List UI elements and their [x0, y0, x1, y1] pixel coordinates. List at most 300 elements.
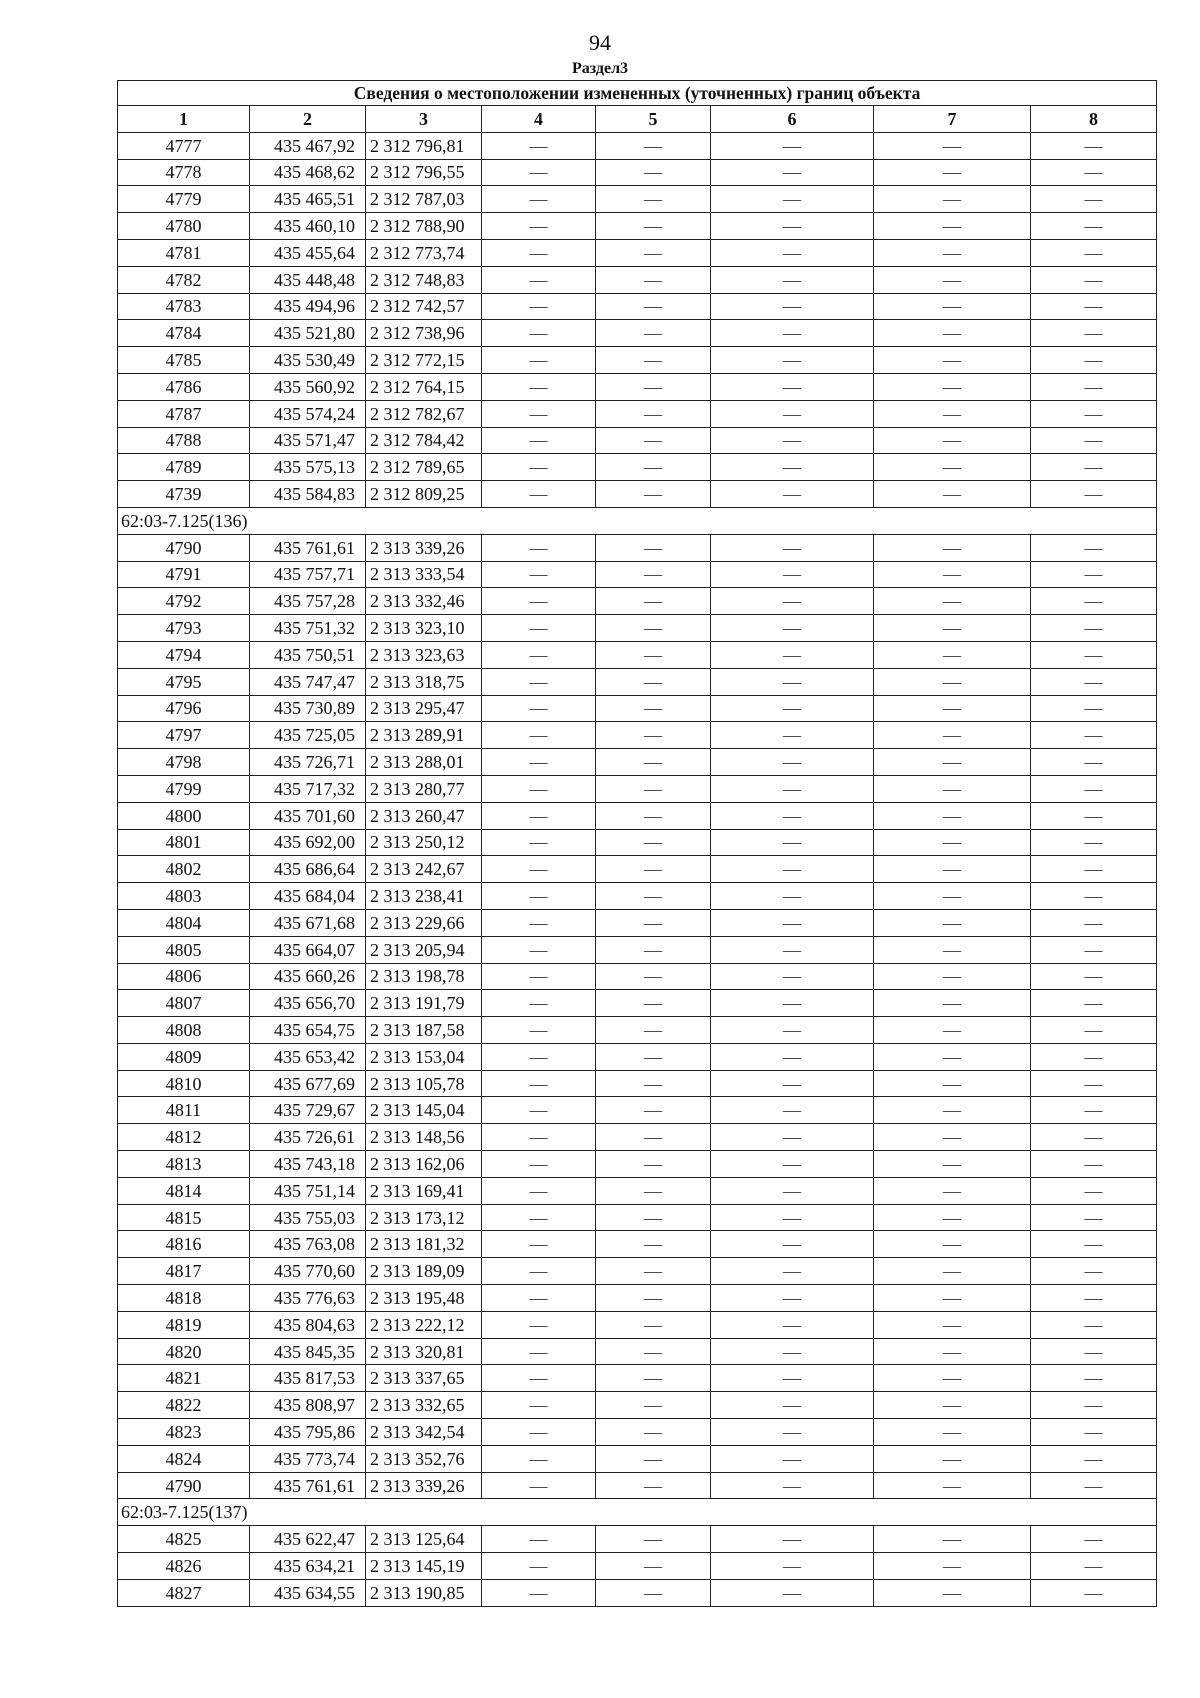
table-row — [118, 936, 1157, 963]
y-coordinate-cell: 2 313 229,66 — [366, 909, 482, 936]
empty-cell: — — [482, 293, 596, 320]
y-coordinate-cell: 2 313 320,81 — [366, 1338, 482, 1365]
empty-cell: — — [711, 1124, 874, 1151]
empty-cell: — — [482, 534, 596, 561]
x-coordinate-cell: 435 571,47 — [250, 427, 366, 454]
table-row — [118, 990, 1157, 1017]
empty-cell: — — [711, 320, 874, 347]
empty-cell: — — [1031, 1311, 1157, 1338]
column-header: 8 — [1031, 106, 1157, 133]
empty-cell: — — [1031, 802, 1157, 829]
column-header: 4 — [482, 106, 596, 133]
empty-cell: — — [711, 239, 874, 266]
table-row — [118, 963, 1157, 990]
empty-cell: — — [711, 159, 874, 186]
table-row — [118, 400, 1157, 427]
empty-cell: — — [482, 1365, 596, 1392]
table-row — [118, 1419, 1157, 1446]
empty-cell: — — [711, 1070, 874, 1097]
empty-cell: — — [874, 1151, 1031, 1178]
empty-cell: — — [596, 213, 711, 240]
empty-cell: — — [596, 561, 711, 588]
point-number-cell: 4822 — [118, 1392, 250, 1419]
point-number-cell: 4782 — [118, 266, 250, 293]
y-coordinate-cell: 2 312 784,42 — [366, 427, 482, 454]
empty-cell: — — [874, 615, 1031, 642]
x-coordinate-cell: 435 494,96 — [250, 293, 366, 320]
empty-cell: — — [596, 909, 711, 936]
point-number-cell: 4813 — [118, 1151, 250, 1178]
y-coordinate-cell: 2 313 181,32 — [366, 1231, 482, 1258]
y-coordinate-cell: 2 313 288,01 — [366, 749, 482, 776]
empty-cell: — — [1031, 856, 1157, 883]
x-coordinate-cell: 435 701,60 — [250, 802, 366, 829]
empty-cell: — — [596, 1338, 711, 1365]
y-coordinate-cell: 2 313 105,78 — [366, 1070, 482, 1097]
empty-cell: — — [596, 534, 711, 561]
empty-cell: — — [874, 1231, 1031, 1258]
empty-cell: — — [482, 909, 596, 936]
empty-cell: — — [874, 1445, 1031, 1472]
empty-cell: — — [482, 615, 596, 642]
x-coordinate-cell: 435 622,47 — [250, 1526, 366, 1553]
empty-cell: — — [596, 588, 711, 615]
x-coordinate-cell: 435 755,03 — [250, 1204, 366, 1231]
empty-cell: — — [1031, 1204, 1157, 1231]
empty-cell: — — [1031, 561, 1157, 588]
point-number-cell: 4804 — [118, 909, 250, 936]
empty-cell: — — [482, 749, 596, 776]
y-coordinate-cell: 2 313 148,56 — [366, 1124, 482, 1151]
empty-cell: — — [482, 373, 596, 400]
empty-cell: — — [596, 615, 711, 642]
table-row — [118, 615, 1157, 642]
column-header: 5 — [596, 106, 711, 133]
empty-cell: — — [711, 749, 874, 776]
empty-cell: — — [1031, 883, 1157, 910]
table-row — [118, 1097, 1157, 1124]
empty-cell: — — [711, 454, 874, 481]
x-coordinate-cell: 435 761,61 — [250, 1472, 366, 1499]
y-coordinate-cell: 2 313 352,76 — [366, 1445, 482, 1472]
empty-cell: — — [711, 534, 874, 561]
empty-cell: — — [1031, 1258, 1157, 1285]
y-coordinate-cell: 2 313 280,77 — [366, 775, 482, 802]
empty-cell: — — [482, 1124, 596, 1151]
table-row — [118, 266, 1157, 293]
empty-cell: — — [874, 561, 1031, 588]
empty-cell: — — [482, 1472, 596, 1499]
y-coordinate-cell: 2 313 189,09 — [366, 1258, 482, 1285]
empty-cell: — — [482, 588, 596, 615]
empty-cell: — — [711, 213, 874, 240]
empty-cell: — — [482, 856, 596, 883]
empty-cell: — — [596, 239, 711, 266]
x-coordinate-cell: 435 460,10 — [250, 213, 366, 240]
empty-cell: — — [874, 1097, 1031, 1124]
point-number-cell: 4803 — [118, 883, 250, 910]
table-row — [118, 1043, 1157, 1070]
empty-cell: — — [482, 213, 596, 240]
empty-cell: — — [874, 373, 1031, 400]
empty-cell: — — [596, 749, 711, 776]
empty-cell: — — [874, 749, 1031, 776]
x-coordinate-cell: 435 817,53 — [250, 1365, 366, 1392]
x-coordinate-cell: 435 634,21 — [250, 1553, 366, 1580]
empty-cell: — — [711, 266, 874, 293]
empty-cell: — — [482, 990, 596, 1017]
empty-cell: — — [482, 1097, 596, 1124]
empty-cell: — — [596, 1472, 711, 1499]
table-row — [118, 347, 1157, 374]
empty-cell: — — [711, 1177, 874, 1204]
point-number-cell: 4806 — [118, 963, 250, 990]
empty-cell: — — [874, 186, 1031, 213]
empty-cell: — — [874, 159, 1031, 186]
point-number-cell: 4780 — [118, 213, 250, 240]
point-number-cell: 4817 — [118, 1258, 250, 1285]
y-coordinate-cell: 2 312 748,83 — [366, 266, 482, 293]
x-coordinate-cell: 435 677,69 — [250, 1070, 366, 1097]
empty-cell: — — [1031, 373, 1157, 400]
empty-cell: — — [596, 1124, 711, 1151]
y-coordinate-cell: 2 313 238,41 — [366, 883, 482, 910]
x-coordinate-cell: 435 763,08 — [250, 1231, 366, 1258]
point-number-cell: 4826 — [118, 1553, 250, 1580]
empty-cell: — — [1031, 990, 1157, 1017]
table-row — [118, 829, 1157, 856]
y-coordinate-cell: 2 312 738,96 — [366, 320, 482, 347]
empty-cell: — — [596, 1151, 711, 1178]
empty-cell: — — [596, 695, 711, 722]
empty-cell: — — [596, 1579, 711, 1606]
empty-cell: — — [482, 1177, 596, 1204]
empty-cell: — — [711, 936, 874, 963]
empty-cell: — — [874, 454, 1031, 481]
empty-cell: — — [711, 990, 874, 1017]
empty-cell: — — [1031, 829, 1157, 856]
empty-cell: — — [711, 1043, 874, 1070]
y-coordinate-cell: 2 312 789,65 — [366, 454, 482, 481]
empty-cell: — — [596, 775, 711, 802]
empty-cell: — — [596, 454, 711, 481]
table-row — [118, 775, 1157, 802]
empty-cell: — — [711, 641, 874, 668]
empty-cell: — — [482, 1526, 596, 1553]
empty-cell: — — [711, 1204, 874, 1231]
empty-cell: — — [596, 722, 711, 749]
point-number-cell: 4785 — [118, 347, 250, 374]
empty-cell: — — [1031, 1526, 1157, 1553]
point-number-cell: 4781 — [118, 239, 250, 266]
empty-cell: — — [596, 373, 711, 400]
empty-cell: — — [874, 1204, 1031, 1231]
table-row — [118, 1177, 1157, 1204]
empty-cell: — — [482, 936, 596, 963]
empty-cell: — — [1031, 1231, 1157, 1258]
y-coordinate-cell: 2 313 332,65 — [366, 1392, 482, 1419]
empty-cell: — — [596, 1311, 711, 1338]
point-number-cell: 4795 — [118, 668, 250, 695]
empty-cell: — — [1031, 347, 1157, 374]
point-number-cell: 4778 — [118, 159, 250, 186]
x-coordinate-cell: 435 761,61 — [250, 534, 366, 561]
y-coordinate-cell: 2 313 333,54 — [366, 561, 482, 588]
boundary-coordinates-table — [117, 80, 1157, 1607]
table-row — [118, 1445, 1157, 1472]
empty-cell: — — [596, 427, 711, 454]
empty-cell: — — [1031, 668, 1157, 695]
table-row — [118, 1311, 1157, 1338]
y-coordinate-cell: 2 313 323,63 — [366, 641, 482, 668]
empty-cell: — — [711, 1231, 874, 1258]
table-title: Сведения о местоположении измененных (уточненных) границ объекта — [118, 81, 1157, 106]
table-row — [118, 1231, 1157, 1258]
empty-cell: — — [596, 829, 711, 856]
empty-cell: — — [1031, 1419, 1157, 1446]
empty-cell: — — [711, 561, 874, 588]
empty-cell: — — [596, 159, 711, 186]
empty-cell: — — [711, 588, 874, 615]
x-coordinate-cell: 435 521,80 — [250, 320, 366, 347]
empty-cell: — — [711, 1445, 874, 1472]
table-row — [118, 1553, 1157, 1580]
table-row — [118, 883, 1157, 910]
empty-cell: — — [1031, 132, 1157, 159]
table-row — [118, 641, 1157, 668]
y-coordinate-cell: 2 313 242,67 — [366, 856, 482, 883]
empty-cell: — — [596, 481, 711, 508]
y-coordinate-cell: 2 313 339,26 — [366, 1472, 482, 1499]
empty-cell: — — [711, 132, 874, 159]
empty-cell: — — [711, 856, 874, 883]
empty-cell: — — [874, 293, 1031, 320]
empty-cell: — — [482, 159, 596, 186]
y-coordinate-cell: 2 313 169,41 — [366, 1177, 482, 1204]
empty-cell: — — [482, 1285, 596, 1312]
empty-cell: — — [596, 1258, 711, 1285]
y-coordinate-cell: 2 312 764,15 — [366, 373, 482, 400]
empty-cell: — — [711, 293, 874, 320]
empty-cell: — — [874, 909, 1031, 936]
point-number-cell: 4796 — [118, 695, 250, 722]
empty-cell: — — [1031, 1392, 1157, 1419]
empty-cell: — — [482, 1204, 596, 1231]
y-coordinate-cell: 2 313 260,47 — [366, 802, 482, 829]
y-coordinate-cell: 2 313 162,06 — [366, 1151, 482, 1178]
empty-cell: — — [1031, 641, 1157, 668]
table-row — [118, 695, 1157, 722]
empty-cell: — — [711, 1097, 874, 1124]
x-coordinate-cell: 435 654,75 — [250, 1017, 366, 1044]
y-coordinate-cell: 2 312 796,55 — [366, 159, 482, 186]
table-row — [118, 293, 1157, 320]
empty-cell: — — [596, 1070, 711, 1097]
x-coordinate-cell: 435 660,26 — [250, 963, 366, 990]
empty-cell: — — [874, 239, 1031, 266]
x-coordinate-cell: 435 730,89 — [250, 695, 366, 722]
table-row — [118, 802, 1157, 829]
empty-cell: — — [874, 320, 1031, 347]
empty-cell: — — [711, 615, 874, 642]
y-coordinate-cell: 2 312 773,74 — [366, 239, 482, 266]
point-number-cell: 4800 — [118, 802, 250, 829]
empty-cell: — — [711, 481, 874, 508]
table-row — [118, 1070, 1157, 1097]
point-number-cell: 4820 — [118, 1338, 250, 1365]
table-row — [118, 534, 1157, 561]
column-header: 6 — [711, 106, 874, 133]
empty-cell: — — [1031, 186, 1157, 213]
empty-cell: — — [874, 1526, 1031, 1553]
empty-cell: — — [482, 1445, 596, 1472]
empty-cell: — — [482, 695, 596, 722]
table-row — [118, 1392, 1157, 1419]
empty-cell: — — [1031, 1285, 1157, 1312]
x-coordinate-cell: 435 743,18 — [250, 1151, 366, 1178]
y-coordinate-cell: 2 312 788,90 — [366, 213, 482, 240]
empty-cell: — — [596, 1553, 711, 1580]
empty-cell: — — [1031, 749, 1157, 776]
group-row — [118, 1499, 1157, 1526]
empty-cell: — — [482, 668, 596, 695]
empty-cell: — — [874, 829, 1031, 856]
empty-cell: — — [874, 856, 1031, 883]
empty-cell: — — [874, 1472, 1031, 1499]
empty-cell: — — [1031, 400, 1157, 427]
empty-cell: — — [482, 963, 596, 990]
empty-cell: — — [711, 1579, 874, 1606]
empty-cell: — — [874, 481, 1031, 508]
empty-cell: — — [1031, 1338, 1157, 1365]
empty-cell: — — [596, 347, 711, 374]
x-coordinate-cell: 435 467,92 — [250, 132, 366, 159]
x-coordinate-cell: 435 776,63 — [250, 1285, 366, 1312]
empty-cell: — — [482, 1043, 596, 1070]
x-coordinate-cell: 435 574,24 — [250, 400, 366, 427]
point-number-cell: 4824 — [118, 1445, 250, 1472]
y-coordinate-cell: 2 313 342,54 — [366, 1419, 482, 1446]
empty-cell: — — [1031, 1151, 1157, 1178]
y-coordinate-cell: 2 313 191,79 — [366, 990, 482, 1017]
empty-cell: — — [711, 1553, 874, 1580]
empty-cell: — — [1031, 588, 1157, 615]
empty-cell: — — [1031, 320, 1157, 347]
empty-cell: — — [1031, 1472, 1157, 1499]
empty-cell: — — [874, 775, 1031, 802]
empty-cell: — — [711, 1392, 874, 1419]
x-coordinate-cell: 435 795,86 — [250, 1419, 366, 1446]
empty-cell: — — [874, 266, 1031, 293]
x-coordinate-cell: 435 530,49 — [250, 347, 366, 374]
y-coordinate-cell: 2 313 222,12 — [366, 1311, 482, 1338]
empty-cell: — — [874, 1419, 1031, 1446]
x-coordinate-cell: 435 455,64 — [250, 239, 366, 266]
empty-cell: — — [596, 1285, 711, 1312]
point-number-cell: 4808 — [118, 1017, 250, 1044]
empty-cell: — — [596, 266, 711, 293]
empty-cell: — — [874, 963, 1031, 990]
point-number-cell: 4790 — [118, 534, 250, 561]
y-coordinate-cell: 2 313 195,48 — [366, 1285, 482, 1312]
empty-cell: — — [1031, 266, 1157, 293]
table-row — [118, 1151, 1157, 1178]
table-row — [118, 668, 1157, 695]
y-coordinate-cell: 2 313 323,10 — [366, 615, 482, 642]
x-coordinate-cell: 435 465,51 — [250, 186, 366, 213]
empty-cell: — — [711, 400, 874, 427]
empty-cell: — — [596, 1365, 711, 1392]
empty-cell: — — [874, 990, 1031, 1017]
empty-cell: — — [874, 936, 1031, 963]
empty-cell: — — [482, 802, 596, 829]
y-coordinate-cell: 2 313 145,19 — [366, 1553, 482, 1580]
table-row — [118, 588, 1157, 615]
table-row — [118, 722, 1157, 749]
point-number-cell: 4798 — [118, 749, 250, 776]
empty-cell: — — [1031, 239, 1157, 266]
empty-cell: — — [711, 347, 874, 374]
point-number-cell: 4797 — [118, 722, 250, 749]
empty-cell: — — [482, 400, 596, 427]
empty-cell: — — [1031, 1070, 1157, 1097]
point-number-cell: 4789 — [118, 454, 250, 481]
point-number-cell: 4805 — [118, 936, 250, 963]
y-coordinate-cell: 2 313 318,75 — [366, 668, 482, 695]
empty-cell: — — [874, 802, 1031, 829]
empty-cell: — — [596, 802, 711, 829]
empty-cell: — — [596, 1231, 711, 1258]
empty-cell: — — [1031, 1365, 1157, 1392]
empty-cell: — — [482, 132, 596, 159]
table-row — [118, 1472, 1157, 1499]
point-number-cell: 4811 — [118, 1097, 250, 1124]
empty-cell: — — [596, 1177, 711, 1204]
empty-cell: — — [482, 1151, 596, 1178]
empty-cell: — — [1031, 213, 1157, 240]
point-number-cell: 4812 — [118, 1124, 250, 1151]
x-coordinate-cell: 435 751,14 — [250, 1177, 366, 1204]
table-row — [118, 186, 1157, 213]
empty-cell: — — [711, 722, 874, 749]
empty-cell: — — [596, 1445, 711, 1472]
point-number-cell: 4788 — [118, 427, 250, 454]
empty-cell: — — [1031, 534, 1157, 561]
y-coordinate-cell: 2 312 772,15 — [366, 347, 482, 374]
empty-cell: — — [874, 347, 1031, 374]
empty-cell: — — [596, 1017, 711, 1044]
table-row — [118, 239, 1157, 266]
y-coordinate-cell: 2 313 198,78 — [366, 963, 482, 990]
empty-cell: — — [874, 427, 1031, 454]
empty-cell: — — [874, 1017, 1031, 1044]
empty-cell: — — [482, 829, 596, 856]
empty-cell: — — [711, 1285, 874, 1312]
empty-cell: — — [482, 266, 596, 293]
point-number-cell: 4799 — [118, 775, 250, 802]
y-coordinate-cell: 2 313 173,12 — [366, 1204, 482, 1231]
empty-cell: — — [874, 1365, 1031, 1392]
y-coordinate-cell: 2 313 250,12 — [366, 829, 482, 856]
group-label: 62:03-7.125(136) — [118, 507, 1157, 534]
x-coordinate-cell: 435 770,60 — [250, 1258, 366, 1285]
y-coordinate-cell: 2 313 125,64 — [366, 1526, 482, 1553]
empty-cell: — — [711, 1472, 874, 1499]
empty-cell: — — [596, 936, 711, 963]
empty-cell: — — [596, 1419, 711, 1446]
x-coordinate-cell: 435 747,47 — [250, 668, 366, 695]
x-coordinate-cell: 435 575,13 — [250, 454, 366, 481]
